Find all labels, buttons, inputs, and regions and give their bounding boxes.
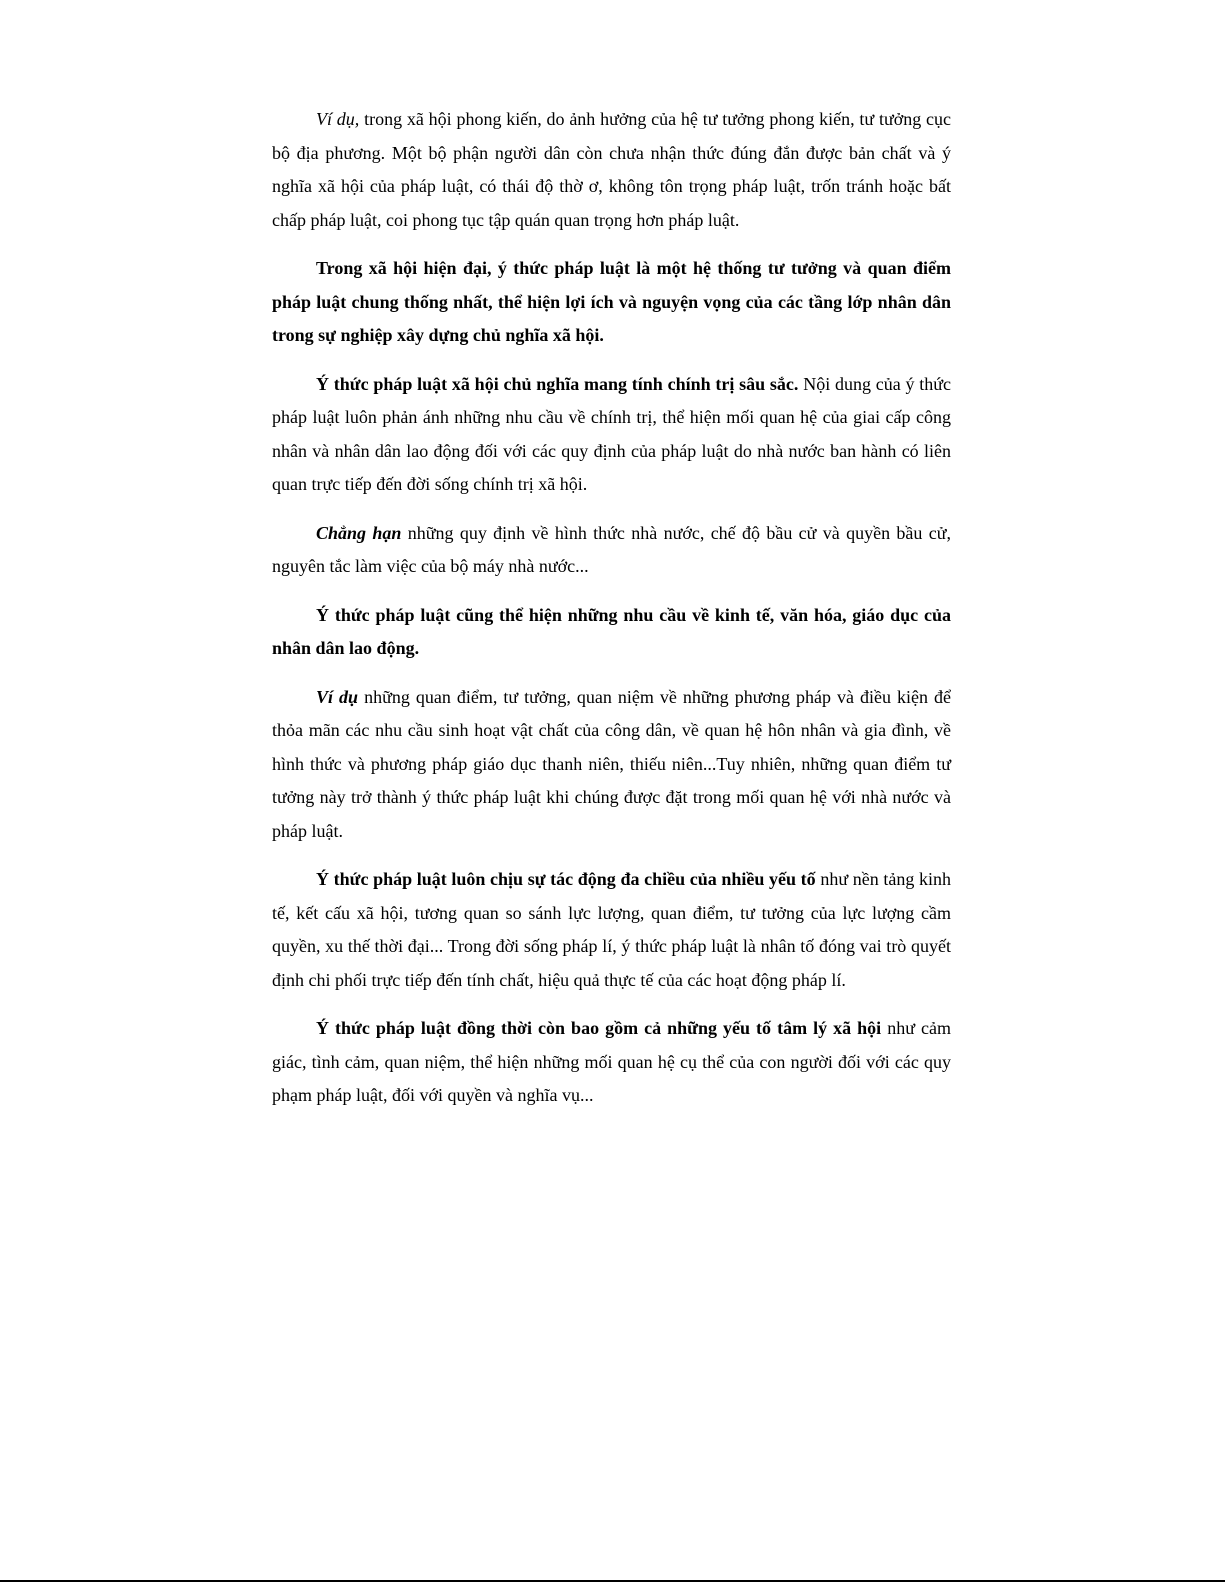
emphasis-example-label: Ví dụ: [316, 686, 359, 707]
emphasis-bold-statement: Trong xã hội hiện đại, ý thức pháp luật là một hệ thống tư tưởng và quan điểm pháp luật chung thống nhất, thể hiện lợi ích và nguyện vọng của các tầng lớp nhân dân trong sự nghiệp xây dựng chủ nghĩa xã hội.: [272, 258, 951, 345]
paragraph-economic-needs: [272, 599, 951, 666]
emphasis-bold-lead: Ý thức pháp luật đồng thời còn bao gồm cả những yếu tố tâm lý xã hội: [316, 1018, 882, 1038]
emphasis-bold-lead: Ý thức pháp luật luôn chịu sự tác động đa chiều của nhiều yếu tố: [316, 869, 816, 889]
paragraph-example-views: [272, 681, 951, 849]
emphasis-example-label: Chẳng hạn: [316, 522, 402, 543]
paragraph-text: như nền tảng kinh tế, kết cấu xã hội, tương quan so sánh lực lượng, quan điểm, tư tưởng của lực lượng cầm quyền, xu thế thời đại... Trong đời sống pháp lí, ý thức pháp luật là nhân tố đóng vai trò quyết định chi phối trực tiếp đến tính chất, hiệu quả thực tế của các hoạt động pháp lí.: [272, 869, 951, 990]
paragraph-political-nature: [272, 368, 951, 502]
paragraph-example-feudal: [272, 103, 951, 237]
paragraph-modern-society: [272, 252, 951, 353]
document-body: [272, 103, 951, 1128]
paragraph-text: những quy định về hình thức nhà nước, chế độ bầu cử và quyền bầu cử, nguyên tắc làm việc của bộ máy nhà nước...: [272, 522, 951, 576]
emphasis-bold-lead: Ý thức pháp luật xã hội chủ nghĩa mang tính chính trị sâu sắc.: [316, 373, 799, 394]
page-bottom-border: [0, 1580, 1225, 1582]
paragraph-multiple-factors: [272, 863, 951, 997]
paragraph-social-psychology: [272, 1012, 951, 1113]
paragraph-text: như cảm giác, tình cảm, quan niệm, thể hiện những mối quan hệ cụ thể của con người đối với các quy phạm pháp luật, đối với quyền và nghĩa vụ...: [272, 1018, 951, 1105]
paragraph-text: những quan điểm, tư tưởng, quan niệm về những phương pháp và điều kiện để thỏa mãn các nhu cầu sinh hoạt vật chất của công dân, về quan hệ hôn nhân và gia đình, về hình thức và phương pháp giáo dục thanh niên, thiếu niên...Tuy nhiên, những quan điểm tư tưởng này trở thành ý thức pháp luật khi chúng được đặt trong mối quan hệ với nhà nước và pháp luật.: [272, 686, 951, 841]
paragraph-text: Nội dung của ý thức pháp luật luôn phản ánh những nhu cầu về chính trị, thể hiện mối quan hệ của giai cấp công nhân và nhân dân lao động đối với các quy định của pháp luật do nhà nước ban hành có liên quan trực tiếp đến đời sống chính trị xã hội.: [272, 373, 951, 494]
emphasis-bold-statement: Ý thức pháp luật cũng thể hiện những nhu cầu về kinh tế, văn hóa, giáo dục của nhân dân lao động.: [272, 604, 951, 658]
emphasis-example-label: Ví dụ,: [316, 109, 360, 129]
paragraph-for-instance: [272, 517, 951, 584]
paragraph-text: trong xã hội phong kiến, do ảnh hưởng của hệ tư tưởng phong kiến, tư tưởng cục bộ địa phương. Một bộ phận người dân còn chưa nhận thức đúng đắn được bản chất và ý nghĩa xã hội của pháp luật, có thái độ thờ ơ, không tôn trọng pháp luật, trốn tránh hoặc bất chấp pháp luật, coi phong tục tập quán quan trọng hơn pháp luật.: [272, 109, 951, 230]
